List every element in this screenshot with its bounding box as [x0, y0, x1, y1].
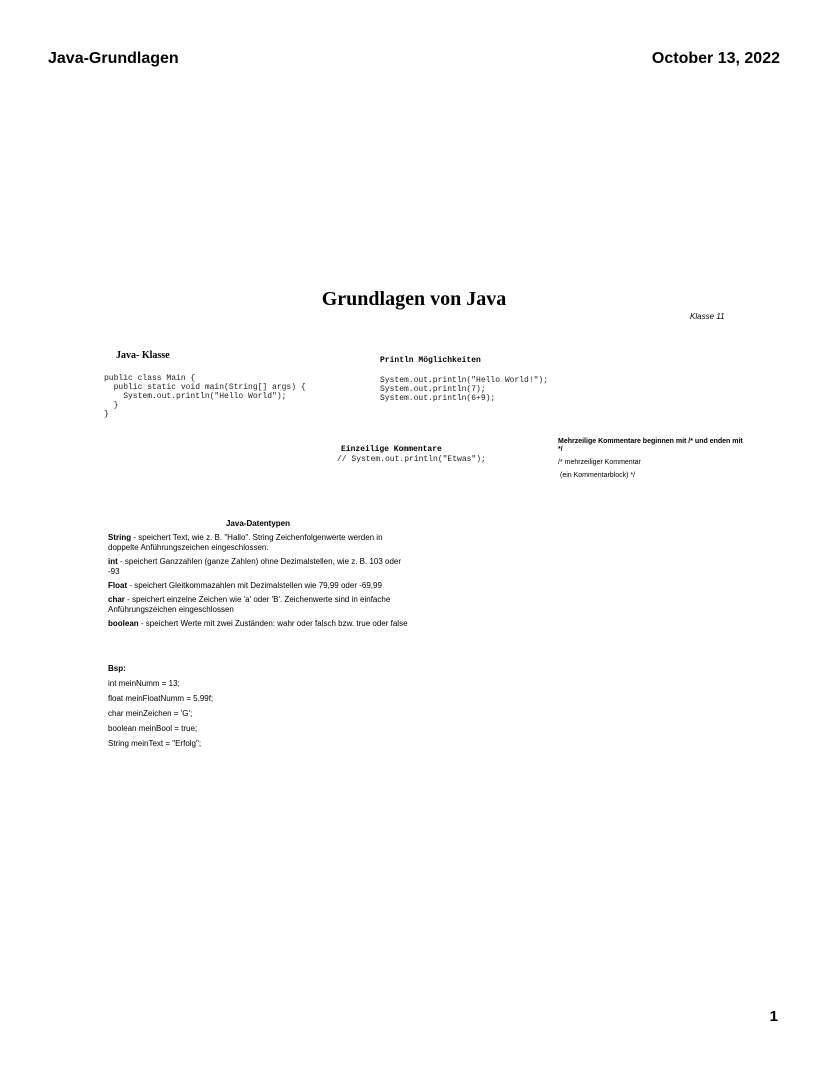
single-comment-code: // System.out.println("Etwas");: [337, 455, 486, 464]
examples-section: [108, 664, 213, 754]
example-line: int meinNumm = 13;: [108, 679, 180, 688]
page-number: 1: [769, 1008, 778, 1025]
datatype-name: int: [108, 557, 118, 566]
datatype-description: - speichert Text, wie z. B. "Hallo". String Zeichenfolgenwerte werden in doppelte Anführungszeichen eingeschlossen.: [108, 533, 383, 552]
example-line: char meinZeichen = 'G';: [108, 709, 193, 718]
datatype-description: - speichert einzelne Zeichen wie 'a' oder 'B'. Zeichenwerte sind in einfache Anführungszeichen eingeschlossen: [108, 595, 391, 614]
multi-comment-line: (ein Kommentarblock) */: [560, 472, 636, 479]
println-heading: Println Möglichkeiten: [380, 356, 481, 365]
datatype-name: String: [108, 533, 132, 542]
multi-comment-section: [558, 438, 748, 480]
datatype-item: [108, 595, 408, 615]
println-code-block: System.out.println("Hello World!"); System.out.println(7); System.out.println(6+9);: [380, 376, 549, 403]
datatype-name: boolean: [108, 619, 139, 628]
document-title: Grundlagen von Java: [321, 288, 507, 310]
header-date: October 13, 2022: [651, 50, 780, 67]
datatype-item: [108, 581, 408, 591]
datatype-description: - speichert Ganzzahlen (ganze Zahlen) ohne Dezimalstellen, wie z. B. 103 oder -93: [108, 557, 402, 576]
example-line: String meinText = "Erfolg";: [108, 739, 202, 748]
class-label: Klasse 11: [690, 312, 725, 321]
datatypes-list: [108, 533, 408, 633]
datatype-item: [108, 533, 408, 553]
examples-heading: Bsp:: [108, 664, 126, 673]
java-class-heading: Java- Klasse: [116, 350, 170, 361]
datatype-item: [108, 557, 408, 577]
java-class-code-block: public class Main { public static void main(String[] args) { System.out.println("Hello World"); } }: [104, 374, 306, 419]
datatype-description: - speichert Gleitkommazahlen mit Dezimalstellen wie 79,99 oder -69,99: [127, 581, 382, 590]
example-line: float meinFloatNumm = 5.99f;: [108, 694, 214, 703]
header-title: Java-Grundlagen: [48, 50, 179, 67]
single-comment-heading: Einzeilige Kommentare: [341, 445, 442, 454]
datatype-description: - speichert Werte mit zwei Zuständen: wahr oder falsch bzw. true oder false: [138, 619, 408, 628]
datatypes-heading: Java-Datentypen: [225, 519, 291, 528]
multi-comment-line: /* mehrzeiliger Kommentar: [558, 459, 641, 466]
datatype-item: [108, 619, 408, 629]
multi-comment-heading: Mehrzeilige Kommentare beginnen mit /* und enden mit */: [558, 438, 743, 453]
example-line: boolean meinBool = true;: [108, 724, 198, 733]
datatype-name: char: [108, 595, 125, 604]
datatype-name: Float: [108, 581, 128, 590]
